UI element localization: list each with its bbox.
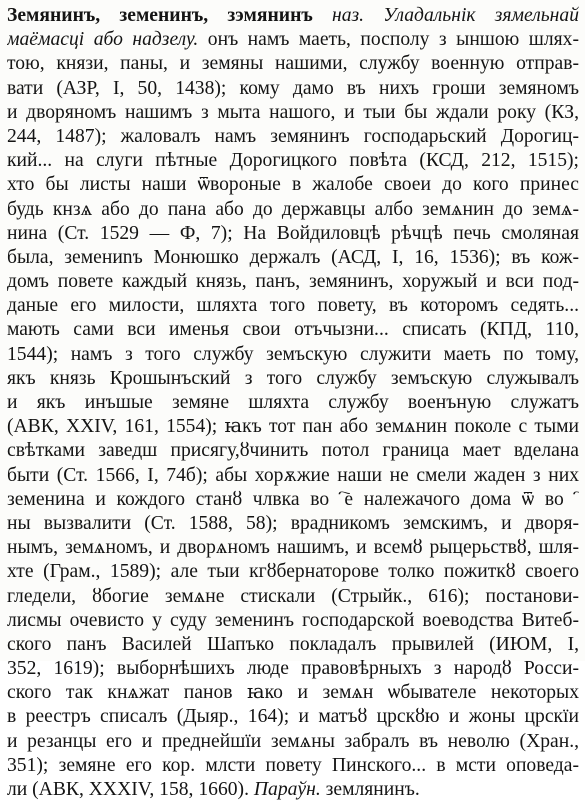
entry-line: хто бы листы наши ѿвороные в жалобе своеи до кого принес <box>7 174 579 196</box>
entry-line: 1544); намъ з того службу земъскую служити маеть по тому, <box>7 343 579 365</box>
entry-line: 244, 1487); жаловалъ намъ земянинъ господарьский Дорогиц- <box>7 125 579 147</box>
entry-line: нымъ, земѧномъ, и дворѧномъ нашимъ, и всемȣ рыцерьствȣ, шля- <box>7 537 579 559</box>
compare-label: Параўн. <box>253 779 321 800</box>
entry-line: будь кнзѧ абo дo пана абo дo державцы албо земѧнин дo земѧ- <box>7 198 579 220</box>
cross-reference: землянинъ. <box>320 779 420 800</box>
entry-line: вати (АЗР, I, 50, 1438); кому дамо въ нихъ грoши земяномъ <box>7 77 579 99</box>
entry-line: была, земениnъ Монюшко держалъ (АСД, I, 16, 1536); въ кож- <box>7 246 579 268</box>
entry-line: ского панъ Василей Шапъко покладалъ прывилей (ИЮМ, I, <box>7 633 579 655</box>
entry-line: хте (Грам., 1589); але тыи кгȣбернаторове толко пожиткȣ своего <box>7 561 579 583</box>
entry-line: и резанцы его и преднейшїи земѧны забралъ въ неволю (Хран., <box>7 730 579 752</box>
headword: Земянинъ, земенинъ, зэмянинъ <box>7 5 313 26</box>
entry-line: и якъ инъшые земяне шляхта службу военъную служатъ <box>7 392 579 413</box>
entry-line-1 <box>7 4 579 28</box>
entry-line: (АВК, XXIV, 161, 1554); ꙗкъ тот пан або земѧнин поколе с тыми <box>7 416 579 438</box>
entry-line: 352, 1619); выборнѣшихъ люде правовѣрныхъ з народȣ Росси- <box>7 658 579 680</box>
entry-line: якъ князь Крошынъский з того службу земъскую служывалъ <box>7 367 579 389</box>
definition-part-1: Уладальнік зямельнай <box>364 5 579 26</box>
entry-line: и дворяномъ нашимъ з мыта нашого, и тыи бы ждали року (КЗ, <box>7 101 579 123</box>
entry-line: мають сами вси именья свои отъчызни... списать (КПД, 110, <box>7 319 579 341</box>
entry-line: гледели, ȣбогие земѧне стискали (Стрыйк., 616); постанови- <box>7 585 579 607</box>
entry-line-2 <box>7 28 579 52</box>
entry-line: ского так кнѧжат панов ꙗко и земѧн ѡбывателе некоторых <box>7 682 579 704</box>
entry-line: свѣтками заведш присягу,ȣчинить потол граница мает вделана <box>7 440 579 462</box>
entry-line: домъ повете каждый князь, панъ, земянинъ, хоружый и вси под- <box>7 271 579 293</box>
citation-start: онъ намъ маеть, посполу з ыншою шлях- <box>198 29 579 51</box>
definition-part-2: маёмасці або надзелу. <box>7 29 199 51</box>
entry-line: даные его милости, шляхта того повету, въ которомъ седять... <box>7 295 579 317</box>
entry-line: ны вызвалити (Ст. 1588, 58); врадникомъ земскимъ, и дворя- <box>7 512 579 534</box>
entry-line: тою, князи, паны, и земяны нашими, службу военную отправ- <box>7 53 579 75</box>
entry-last-line <box>7 778 579 802</box>
entry-line: лисмы очевисто у суду земенинъ господарской воеводства Витеб- <box>7 609 579 631</box>
entry-line: земенина и кождого станȣ члвка воⷩ҇е належачого дома ѿ воⷭ҇ <box>7 488 579 510</box>
dictionary-entry <box>7 4 579 802</box>
final-citation: ли (АВК, XXXIV, 158, 1660). <box>7 779 254 800</box>
entry-line: в реестръ списалъ (Дыяр., 164); и матъȣ црскȣю и жоны црскїи <box>7 706 579 728</box>
citation-lines <box>7 52 579 778</box>
entry-line: быти (Ст. 1566, I, 74б); абы хорѫжие наши не смели жаден з них <box>7 464 579 486</box>
part-of-speech: наз. <box>312 5 365 26</box>
entry-line: кий... на слуги пѣтные Дорогицкого повѣта (КСД, 212, 1515); <box>7 150 579 172</box>
entry-line: нина (Ст. 1529 — Ф, 7); На Войдиловцѣ рѣчцѣ печь смоляная <box>7 222 579 244</box>
entry-line: 351); земяне его кор. млсти повету Пинского... в мсти оповеда- <box>7 754 579 776</box>
